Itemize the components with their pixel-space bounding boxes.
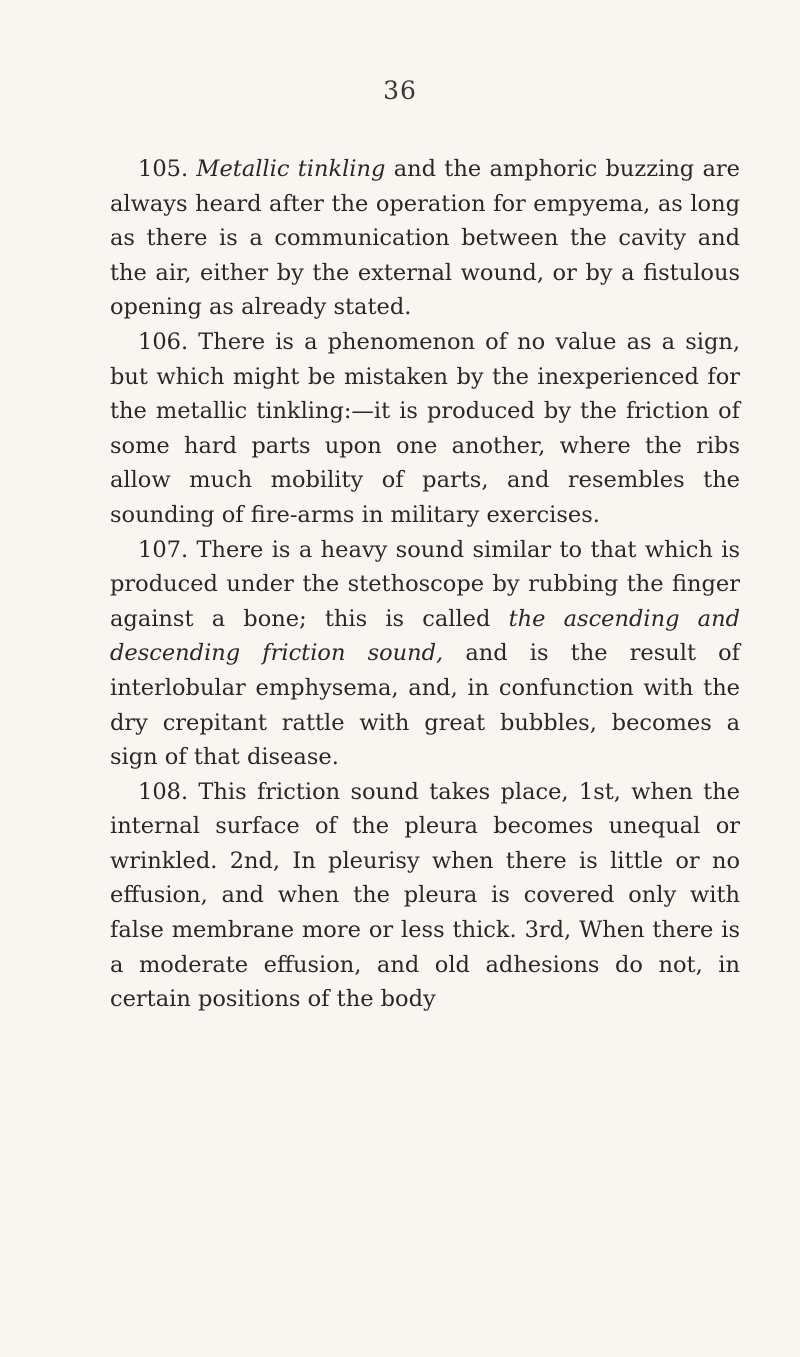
paragraph-107 — [110, 533, 740, 775]
paragraph-number: 106. — [138, 328, 189, 355]
paragraph-text: This friction sound takes place, 1st, when the internal surface of the pleura becomes unequal or wrinkled. 2nd, In pleurisy when there is little or no effusion, and when the pleura is covered only with false membrane more or less thick. 3rd, When there is a moderate effusion, and old adhesions do not, in certain positions of the body — [110, 778, 740, 1013]
paragraph-number: 108. — [138, 778, 189, 805]
paragraph-number: 107. — [138, 536, 189, 563]
body-text — [110, 152, 740, 1017]
italic-term: the ascending and descending friction sound, — [110, 605, 740, 667]
paragraph-text: There is a phenomenon of no value as a sign, but which might be mistaken by the inexperienced for the metallic tinkling:—it is produced by the friction of some hard parts upon one another, where the ribs allow much mobility of parts, and resembles the sounding of fire-arms in military exercises. — [110, 328, 740, 528]
paragraph-108 — [110, 775, 740, 1017]
paragraph-106 — [110, 325, 740, 533]
paragraph-text: There is a heavy sound similar to that which is produced under the stethoscope by rubbing the finger against a bone; this is called — [110, 536, 740, 632]
paragraph-number: 105. — [138, 156, 189, 182]
paragraph-text: and is the result of interlobular emphysema, and, in confunction with the dry crepitant rattle with great bubbles, becomes a sign of that disease. — [110, 640, 740, 771]
page-number: 36 — [383, 76, 417, 105]
paragraph-text: and the amphoric buzzing are always heard after the operation for empyema, as long as there is a communication between the cavity and the air, either by the external wound, or by a fistulous opening as already stated. — [110, 156, 740, 321]
paragraph-105 — [110, 152, 740, 325]
italic-term: Metallic tinkling — [196, 156, 386, 182]
